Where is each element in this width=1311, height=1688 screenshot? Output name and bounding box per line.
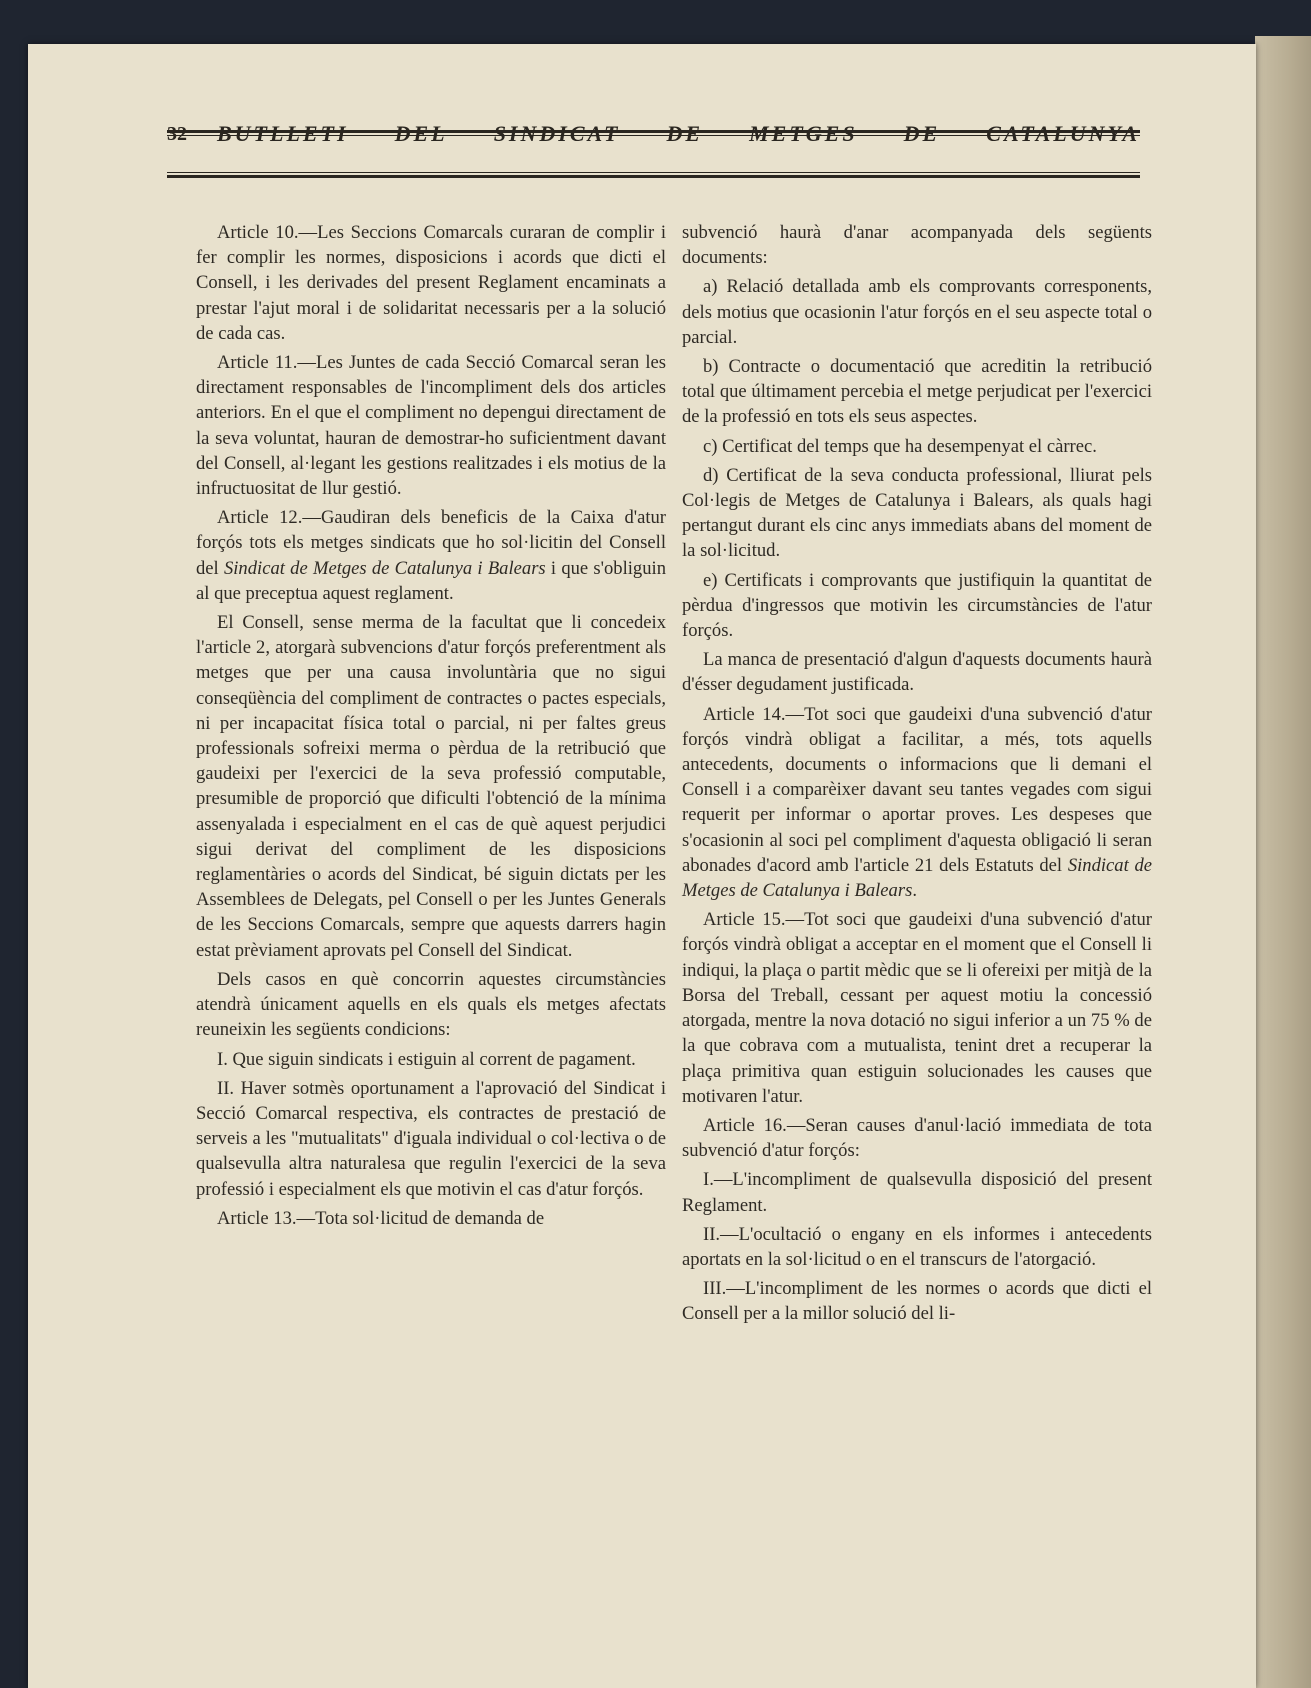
title-word: DE <box>903 121 941 146</box>
paragraph-item-b: b) Contracte o documentació que acreditin la retribució total que últimament percebia el metge perjudicat per l'exercici de la professió en tots els seus aspectes. <box>682 356 1152 428</box>
header-rule-bottom <box>167 175 1140 178</box>
left-column <box>196 220 666 1235</box>
paragraph-condition-1: I. Que siguin sindicats i estiguin al corrent de pagament. <box>217 1048 636 1070</box>
title-word: DEL <box>394 121 448 146</box>
paragraph-item-d: d) Certificat de la seva conducta professional, lliurat pels Col·legis de Metges de Catalunya i Balears, als quals hagi pertangut durant els cinc anys immediats abans del moment de la sol·licitud. <box>682 464 1152 562</box>
title-word: DE <box>666 121 704 146</box>
paragraph-cause-3: III.—L'incompliment de les normes o acords que dicti el Consell per a la millor solució del li- <box>682 1278 1152 1325</box>
paragraph-consell: El Consell, sense merma de la facultat que li concedeix l'article 2, atorgarà subvencions d'atur forçós preferentment als metges que per una causa involuntària que no sigui conseqüència del compliment de contractes o pactes especials, ni per incapacitat física total o parcial, ni per faltes greus professionals sofreixi merma o pèrdua de la retribució que gaudeixi per l'exercici de la seva professió computable, presumible de proporció que dificulti l'obtenció de la mínima assenyalada i especialment en el cas de què aquest perjudici sigui derivat del compliment de les disposicions reglamentàries o acords del Sindicat, bé siguin dictats per les Assemblees de Delegats, pel Consell o per les Juntes Generals de les Seccions Comarcals, sempre que aquests darrers hagin estat prèviament aprovats pel Consell del Sindicat. <box>196 612 666 961</box>
italic-org-name: Sindicat de Metges de Catalunya i Balears <box>223 557 546 579</box>
paragraph-item-a: a) Relació detallada amb els comprovants corresponents, dels motius que ocasionin l'atur forçós en el seu aspecte total o parcial. <box>682 276 1152 348</box>
paragraph-conditions-intro: Dels casos en què concorrin aquestes circumstàncies atendrà únicament aquells en els quals els metges afectats reuneixin les següents condicions: <box>196 968 666 1041</box>
right-column <box>682 220 1152 1331</box>
paragraph-condition-2: II. Haver sotmès oportunament a l'aprovació del Sindicat i Secció Comarcal respectiva, els contractes de prestació de serveis a les "mutualitats" d'iguala individual o col·lectiva o de qualsevulla altra naturalesa que regulin l'exercici de la seva professió i especialment els que motivin el cas d'atur forçós. <box>196 1077 666 1200</box>
paragraph-article-11: Article 11.—Les Juntes de cada Secció Comarcal seran les directament responsables de l'incompliment dels dos articles anteriors. En el que el compliment no depengui directament de la seva voluntat, hauran de demostrar-ho suficientment davant del Consell, al·legant les gestions realitzades i els motius de la infructuositat de llur gestió. <box>196 352 666 500</box>
adjacent-page-edge <box>1255 36 1311 1688</box>
title-word: METGES <box>749 121 858 146</box>
running-header <box>167 99 1140 169</box>
page-number: 32 <box>167 122 187 145</box>
paragraph-article-14: Article 14.—Tot soci que gaudeixi d'una subvenció d'atur forçós vindrà obligat a facilitar, a més, tots aquells antecedents, documents o informacions que li demani el Consell i a comparèixer davant seu tantes vegades com sigui requerit per informar o aportar proves. Les despeses que s'ocasionin al soci pel compliment d'aquesta obligació li seran abonades d'acord amb l'article 21 dels Estatuts del Sindicat de Metges de Catalunya i Balears. <box>682 703 1152 902</box>
paragraph-article-12: Article 12.—Gaudiran dels beneficis de la Caixa d'atur forçós tots els metges sindicats que ho sol·licitin del Consell del Sindicat de Metges de Catalunya i Balears i que s'obliguin al que preceptua aquest reglament. <box>196 507 666 604</box>
paragraph-article-10: Article 10.—Les Seccions Comarcals curaran de complir i fer complir les normes, disposicions i acords que dicti el Consell, i les derivades del present Reglament encaminats a prestar l'ajut moral i de solidaritat necessaris per a la solució de cada cas. <box>196 222 666 344</box>
paragraph-cause-2: II.—L'ocultació o engany en els informes i antecedents aportats en la sol·licitud o en el transcurs de l'atorgació. <box>682 1223 1152 1270</box>
paragraph-article-15: Article 15.—Tot soci que gaudeixi d'una subvenció d'atur forçós vindrà obligat a acceptar en el moment que el Consell li indiqui, la plaça o partit mèdic que se li ofereixi per mitjà de la Borsa del Treball, cessant per aquest motiu la concessió atorgada, mentre la nova dotació no sigui inferior a un 75 % de la que cobrava com a mutualista, tenint dret a recuperar la plaça primitiva quan estiguin solucionades les causes que motivaren l'atur. <box>682 909 1152 1107</box>
paragraph-article-13-cont: subvenció haurà d'anar acompanyada dels següents documents: <box>682 222 1152 269</box>
paragraph-article-16: Article 16.—Seran causes d'anul·lació immediata de tota subvenció d'atur forçós: <box>682 1114 1152 1162</box>
paragraph-item-e: e) Certificats i comprovants que justifiquin la quantitat de pèrdua d'ingressos que motivin les circumstàncies de l'atur forçós. <box>682 569 1152 642</box>
paragraph-missing-docs: La manca de presentació d'algun d'aquests documents haurà d'ésser degudament justificada. <box>682 649 1152 696</box>
italic-org-name: Sindicat de Metges de Catalunya i Balears <box>682 854 1152 902</box>
paragraph-item-c: c) Certificat del temps que ha desempenyat el càrrec. <box>703 435 1097 457</box>
title-word: CATALUNYA <box>986 121 1140 146</box>
header-rule-bottom-thin <box>167 172 1140 173</box>
paragraph-cause-1: I.—L'incompliment de qualsevulla disposició del present Reglament. <box>682 1169 1152 1216</box>
publication-title <box>217 121 1140 147</box>
title-word: BUTLLETI <box>217 121 349 146</box>
paragraph-article-13: Article 13.—Tota sol·licitud de demanda de <box>217 1207 545 1229</box>
title-word: SINDICAT <box>493 121 621 146</box>
